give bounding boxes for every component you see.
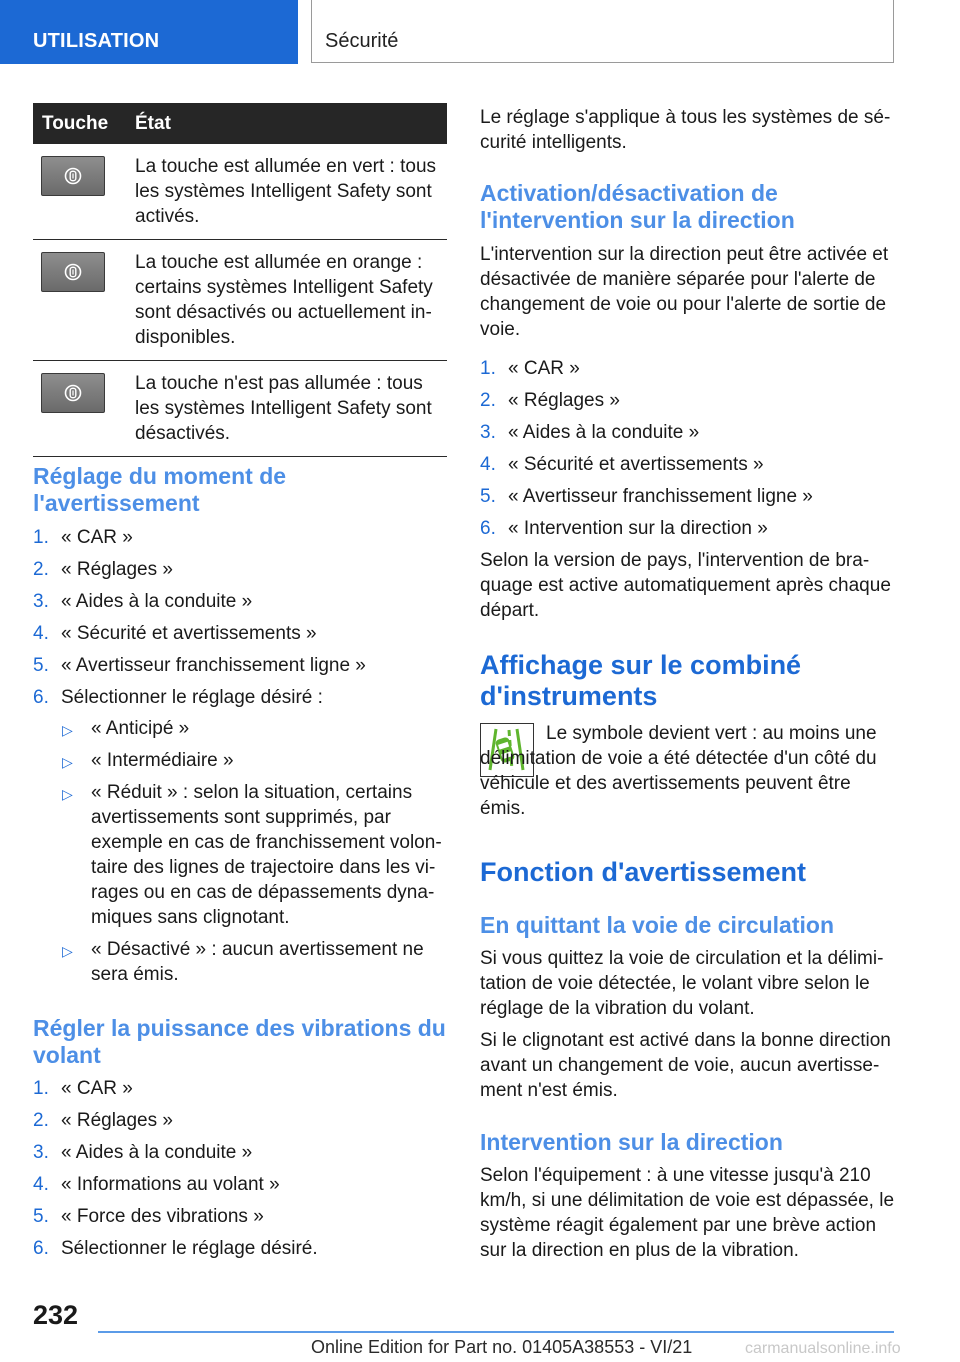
chapter-title: UTILISATION [33, 30, 160, 52]
list-item: 1. « CAR » [480, 358, 580, 379]
heading-warning-function: Fonction d'avertissement [480, 857, 806, 887]
triangle-bullet-icon: ▷ [62, 754, 73, 770]
key-state-table [33, 103, 447, 457]
steering-note: Selon la version de pays, l'intervention de braquage est active automatiquement après chaque départ. [480, 550, 891, 621]
heading-steering-toggle: Activation/désactivation de l'intervention sur la direction [480, 180, 795, 233]
leaving-text-2: Si le clignotant est activé dans la bonne direction avant un changement de voie, aucun avertissement n'est émis. [480, 1030, 891, 1101]
section-title: Sécurité [325, 30, 399, 52]
heading-cluster-display: Affichage sur le combiné d'instruments [480, 650, 802, 711]
list-item: 2. « Réglages » [33, 1110, 173, 1131]
watermark: carmanualsonline.info [745, 1340, 901, 1357]
intervention-text: Selon l'équipement : à une vitesse jusqu'à 210 km/h, si une délimitation de voie est dépassée, le système réagit également par une brève action sur la direction en plus de la vibration. [480, 1165, 895, 1261]
steps-steering [480, 356, 894, 548]
list-item: 5. « Avertisseur franchissement ligne » [33, 655, 366, 676]
list-item: 4. « Informations au volant » [33, 1174, 280, 1195]
triangle-bullet-icon: ▷ [62, 722, 73, 738]
steering-text: L'intervention sur la direction peut être activée et désactivée de manière séparée pour l'alerte de changement de voie ou pour l'alerte de sortie de voie. [480, 244, 889, 340]
col-header-state: État [135, 103, 447, 144]
list-item: 1. « CAR » [33, 1078, 133, 1099]
intelligent-safety-key-icon [41, 252, 105, 292]
section-tab [311, 0, 894, 63]
table-cell-state: La touche est allumée en orange : certains systèmes Intelligent Safety sont désactivés ou actuellement indisponibles. [135, 240, 447, 361]
list-item: 2. « Réglages » [480, 390, 620, 411]
heading-leaving-lane: En quittant la voie de circulation [480, 912, 834, 938]
table-cell-state: La touche n'est pas allumée : tous les systèmes Intelligent Safety sont désactivés. [135, 361, 447, 457]
cluster-text: Le symbole devient vert : au moins une délimitation de voie a été détectée d'un côté du véhicule et des avertissements peuvent être émis. [480, 723, 877, 819]
table-row [33, 240, 447, 361]
table-cell-state: La touche est allumée en vert : tous les systèmes Intelligent Safety sont activés. [135, 144, 447, 240]
page-number: 232 [33, 1300, 79, 1330]
list-item: 3. « Aides à la conduite » [480, 422, 700, 443]
list-item: ▷ « Intermédiaire » [62, 748, 447, 773]
triangle-bullet-icon: ▷ [62, 786, 73, 802]
list-item: ▷ « Désactivé » : aucun avertissement ne sera émis. [62, 939, 424, 985]
options-warning-timing [62, 716, 447, 994]
intro-text: Le réglage s'applique à tous les systèmes de sécurité intelligents. [480, 107, 891, 153]
triangle-bullet-icon: ▷ [62, 943, 73, 959]
list-item: 3. « Aides à la conduite » [33, 591, 253, 612]
table-header-row [33, 103, 447, 144]
table-row [33, 361, 447, 457]
list-item: 5. « Avertisseur franchissement ligne » [480, 486, 813, 507]
list-item: 5. « Force des vibrations » [33, 1206, 264, 1227]
list-item: 6. « Intervention sur la direction » [480, 518, 768, 539]
heading-steering-intervention: Intervention sur la direction [480, 1129, 783, 1155]
chapter-tab [0, 0, 298, 64]
intelligent-safety-key-icon [41, 373, 105, 413]
edition-text: Online Edition for Part no. 01405A38553 - VI/21 [311, 1337, 693, 1357]
leaving-text-1: Si vous quittez la voie de circulation et la délimitation de voie détectée, le volant vibre selon le réglage de la vibration du volant. [480, 948, 884, 1019]
list-item: 1. « CAR » [33, 527, 133, 548]
intelligent-safety-key-icon [41, 156, 105, 196]
list-item: 4. « Sécurité et avertissements » [33, 623, 317, 644]
list-item: ▷ « Réduit » : selon la situation, certains avertissements sont supprimés, par exemple en cas de franchissement volontaire des lignes de trajectoire dans les virages ou en cas de dépassements dynamiques sans clignotant. [62, 782, 442, 928]
list-item: 6. Sélectionner le réglage désiré : [33, 687, 323, 708]
table-row [33, 144, 447, 240]
heading-vibration: Régler la puissance des vibrations du volant [33, 1015, 446, 1068]
steps-vibration [33, 1076, 447, 1268]
steps-warning-timing [33, 525, 447, 717]
list-item: 3. « Aides à la conduite » [33, 1142, 253, 1163]
list-item: 4. « Sécurité et avertissements » [480, 454, 764, 475]
heading-warning-timing: Réglage du moment de l'avertissement [33, 463, 287, 516]
list-item: ▷ « Anticipé » [62, 716, 447, 741]
list-item: 6. Sélectionner le réglage désiré. [33, 1238, 318, 1259]
col-header-key: Touche [33, 103, 135, 144]
footer-divider [98, 1331, 894, 1333]
list-item: 2. « Réglages » [33, 559, 173, 580]
